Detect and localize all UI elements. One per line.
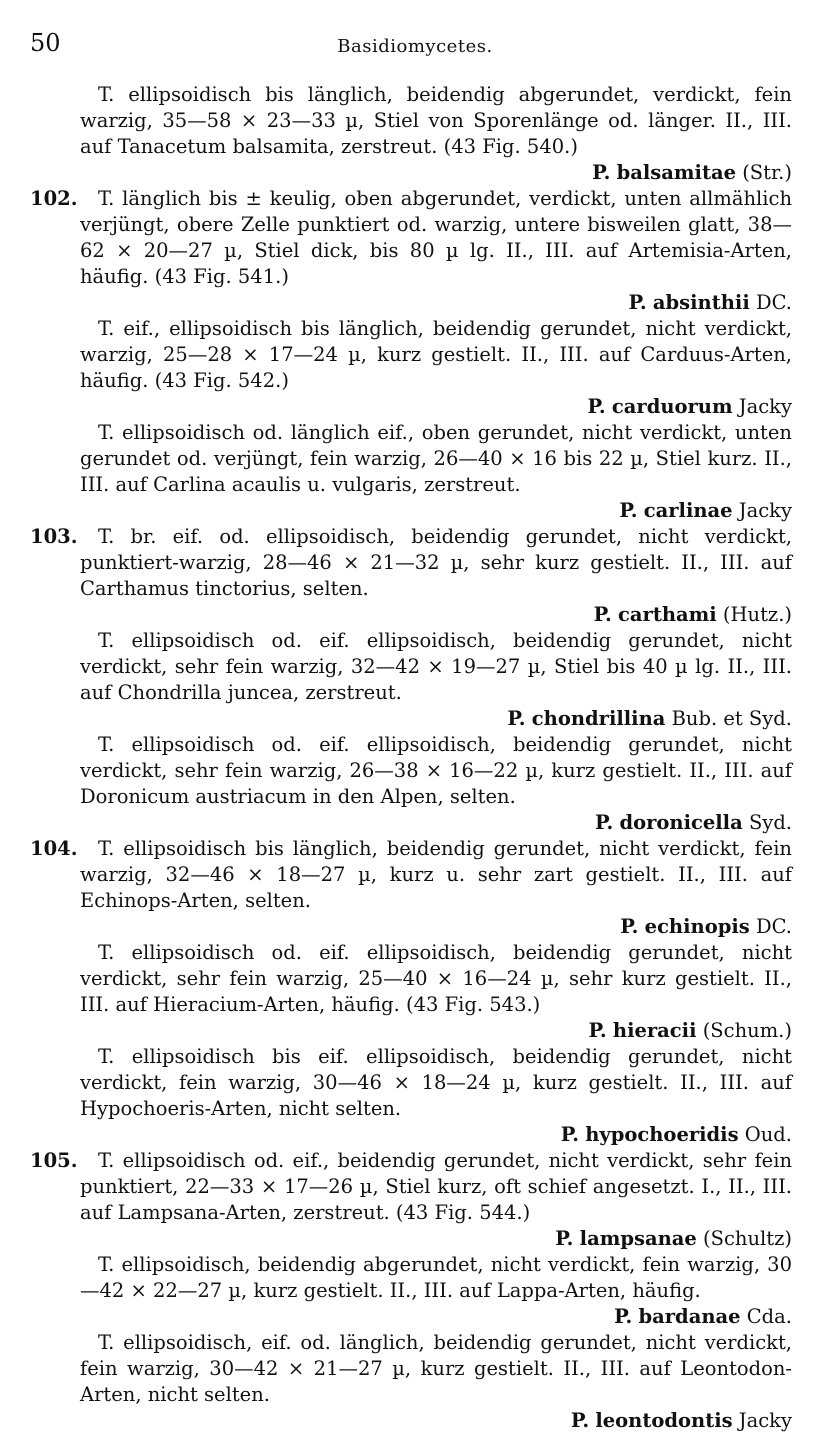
entry-number: 102. [30, 187, 78, 210]
epithet: carduorum [611, 395, 733, 418]
entry-description: T. ellipsoidisch, eif. od. länglich, beidendig gerundet, nicht verdickt, fein warzig, 30—42 × 21—27 µ, kurz gestielt. II., III. auf Leontodon-Arten, nicht selten. [80, 1331, 792, 1406]
species-name [80, 160, 792, 186]
genus: P. [628, 291, 647, 314]
entry-number: 105. [30, 1149, 78, 1172]
entry-description: T. br. eif. od. ellipsoidisch, beidendig gerundet, nicht verdickt, punktiert-warzig, 28—46 × 21—32 µ, sehr kurz gestielt. II., III. auf Carthamus tinctorius, selten. [80, 525, 792, 600]
genus: P. [570, 1409, 590, 1432]
entry-description: T. ellipsoidisch od. eif. ellipsoidisch, beidendig gerundet, nicht verdickt, sehr fein warzig, 32—42 × 19—27 µ, Stiel bis 40 µ lg. II., III. auf Chondrilla juncea, zerstreut. [80, 629, 792, 704]
key-entry [30, 186, 792, 290]
epithet: bardanae [638, 1305, 741, 1328]
author: Jacky [738, 499, 792, 522]
epithet: hieracii [612, 1019, 697, 1042]
key-entry [80, 1252, 792, 1304]
key-entry [30, 1148, 792, 1226]
genus: P. [560, 1123, 580, 1146]
epithet: chondrillina [531, 707, 666, 730]
entry-description: T. ellipsoidisch od. länglich eif., oben gerundet, nicht verdickt, unten gerundet od. verjüngt, fein warzig, 26—40 × 16 bis 22 µ, Stiel kurz. II., III. auf Carlina acaulis u. vulgaris, zerstreut. [80, 421, 792, 496]
entry-description: T. ellipsoidisch bis eif. ellipsoidisch, beidendig gerundet, nicht verdickt, fein warzig, 30—46 × 18—24 µ, kurz gestielt. II., III. auf Hypochoeris-Arten, nicht selten. [80, 1045, 792, 1120]
key-entry [80, 1044, 792, 1122]
page-number: 50 [30, 29, 61, 57]
author: Cda. [746, 1305, 792, 1328]
epithet: leontodontis [595, 1409, 733, 1432]
genus: P. [587, 395, 606, 418]
author: DC. [755, 291, 792, 314]
entry-description: T. ellipsoidisch od. eif., beidendig gerundet, nicht verdickt, sehr fein punktiert, 22—33 × 17—26 µ, Stiel kurz, oft schief angesetzt. I., II., III. auf Lampsana-Arten, zerstreut. (43 Fig. 544.) [80, 1149, 792, 1224]
key-entry [80, 732, 792, 810]
genus: P. [555, 1227, 574, 1250]
entry-description: T. länglich bis ± keulig, oben abgerundet, verdickt, unten allmählich verjüngt, obere Zelle punktiert od. warzig, untere bisweilen glatt, 38—62 × 20—27 µ, Stiel dick, bis 80 µ lg. II., III. auf Artemisia-Arten, häufig. (43 Fig. 541.) [80, 187, 792, 288]
running-head: Basidiomycetes. [337, 36, 493, 57]
epithet: lampsanae [579, 1227, 697, 1250]
epithet: absinthii [652, 291, 750, 314]
author: Syd. [748, 811, 792, 834]
genus: P. [595, 811, 614, 834]
key-entry [30, 524, 792, 602]
species-name [80, 1122, 792, 1148]
author: Oud. [744, 1123, 792, 1146]
entry-number: 103. [30, 525, 78, 548]
species-name [80, 914, 792, 940]
species-name [80, 1226, 792, 1252]
key-entry [80, 316, 792, 394]
author: Jacky [738, 395, 792, 418]
entry-description: T. ellipsoidisch od. eif. ellipsoidisch, beidendig gerundet, nicht verdickt, sehr fein warzig, 26—38 × 16—22 µ, kurz gestielt. II., III. auf Doronicum austriacum in den Alpen, selten. [80, 733, 792, 808]
epithet: carthami [618, 603, 717, 626]
author: (Schultz) [703, 1227, 792, 1250]
page-header [30, 30, 800, 60]
author: Jacky [738, 1409, 792, 1432]
species-name [80, 1018, 792, 1044]
epithet: balsamitae [616, 161, 736, 184]
genus: P. [588, 1019, 607, 1042]
genus: P. [620, 915, 639, 938]
entry-number: 104. [30, 837, 78, 860]
species-name [80, 498, 792, 524]
epithet: carlinae [643, 499, 733, 522]
entry-description: T. ellipsoidisch, beidendig abgerundet, nicht verdickt, fein warzig, 30—42 × 22—27 µ, kurz gestielt. II., III. auf Lappa-Arten, häufig. [80, 1253, 792, 1302]
key-entry [80, 940, 792, 1018]
epithet: hypochoeridis [585, 1123, 739, 1146]
entry-description: T. ellipsoidisch bis länglich, beidendig gerundet, nicht verdickt, fein warzig, 32—46 × 18—27 µ, kurz u. sehr zart gestielt. II., III. auf Echinops-Arten, selten. [80, 837, 792, 912]
genus: P. [592, 161, 611, 184]
species-key [30, 82, 792, 1434]
entry-description: T. eif., ellipsoidisch bis länglich, beidendig gerundet, nicht verdickt, warzig, 25—28 × 17—24 µ, kurz gestielt. II., III. auf Carduus-Arten, häufig. (43 Fig. 542.) [80, 317, 792, 392]
species-name [80, 1304, 792, 1330]
author: Bub. et Syd. [671, 707, 792, 730]
key-entry [80, 1330, 792, 1408]
entry-description: T. ellipsoidisch od. eif. ellipsoidisch, beidendig gerundet, nicht verdickt, sehr fein warzig, 25—40 × 16—24 µ, sehr kurz gestielt. II., III. auf Hieracium-Arten, häufig. (43 Fig. 543.) [80, 941, 792, 1016]
entry-description: T. ellipsoidisch bis länglich, beidendig abgerundet, verdickt, fein warzig, 35—58 × 23—33 µ, Stiel von Sporenlänge od. länger. II., III. auf Tanacetum balsamita, zerstreut. (43 Fig. 540.) [80, 83, 792, 158]
species-name [80, 602, 792, 628]
species-name [80, 810, 792, 836]
key-entry [80, 628, 792, 706]
species-name [80, 1408, 792, 1434]
genus: P. [614, 1305, 633, 1328]
genus: P. [593, 603, 612, 626]
author: DC. [755, 915, 792, 938]
species-name [80, 290, 792, 316]
author: (Hutz.) [722, 603, 792, 626]
species-name [80, 394, 792, 420]
author: (Schum.) [702, 1019, 792, 1042]
epithet: echinopis [644, 915, 750, 938]
key-entry [80, 420, 792, 498]
species-name [80, 706, 792, 732]
epithet: doronicella [619, 811, 743, 834]
key-entry [80, 82, 792, 160]
author: (Str.) [742, 161, 792, 184]
genus: P. [507, 707, 526, 730]
key-entry [30, 836, 792, 914]
genus: P. [619, 499, 638, 522]
